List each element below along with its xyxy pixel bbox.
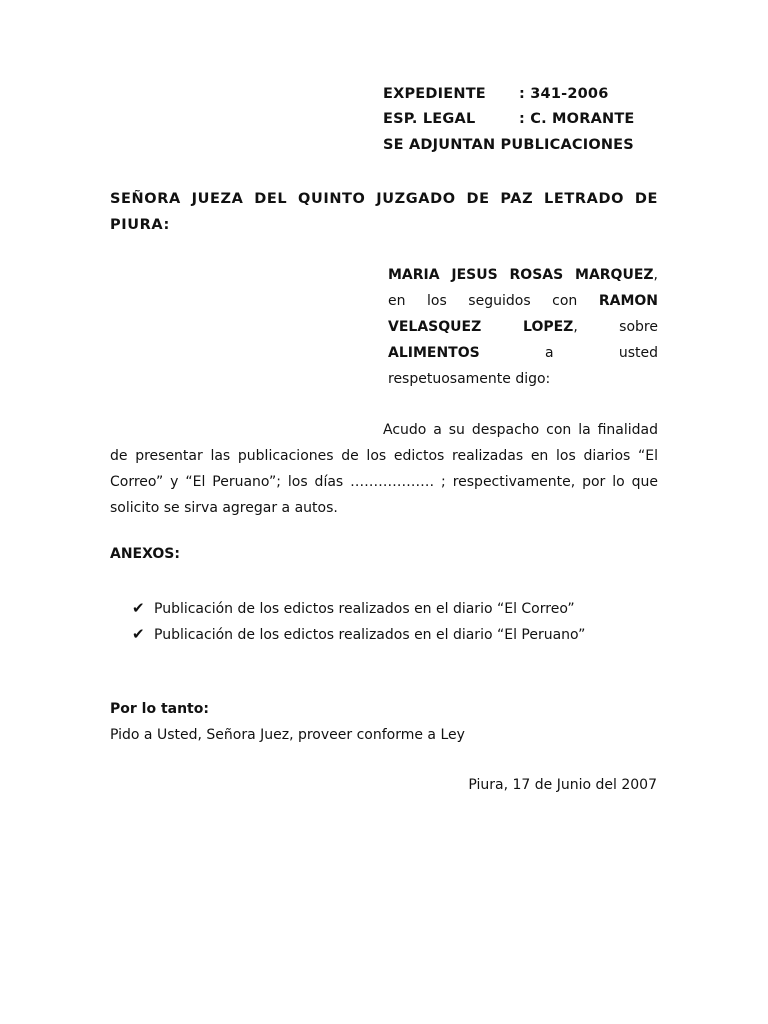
anexo-item-text: Publicación de los edictos realizados en el diario “El Correo” xyxy=(154,601,575,617)
opponent-name: RAMON VELASQUEZ LOPEZ xyxy=(388,293,658,335)
subject-line: SE ADJUNTAN PUBLICACIONES xyxy=(383,137,634,153)
esp-legal-label: ESP. LEGAL xyxy=(383,111,476,127)
expediente-value: : 341-2006 xyxy=(519,86,609,102)
main-paragraph xyxy=(110,417,658,521)
expediente-line xyxy=(383,86,609,102)
closing-title: Por lo tanto: xyxy=(110,701,209,717)
closing-text: Pido a Usted, Señora Juez, proveer conforme a Ley xyxy=(110,727,465,743)
addressee: SEÑORA JUEZA DEL QUINTO JUZGADO DE PAZ LETRADO DE PIURA: xyxy=(110,191,658,233)
date-line: Piura, 17 de Junio del 2007 xyxy=(468,777,657,793)
party-text-2: , sobre xyxy=(573,319,658,335)
party-name: MARIA JESUS ROSAS MARQUEZ xyxy=(388,267,654,283)
party-name-comma: , xyxy=(653,267,658,283)
party-paragraph xyxy=(388,262,658,392)
anexo-item-text: Publicación de los edictos realizados en el diario “El Peruano” xyxy=(154,627,586,643)
anexo-item xyxy=(132,625,585,643)
expediente-label: EXPEDIENTE xyxy=(383,86,486,102)
matter: ALIMENTOS xyxy=(388,345,480,361)
party-text-1: en los seguidos con xyxy=(388,293,599,309)
esp-legal-line xyxy=(383,111,635,127)
esp-legal-value: : C. MORANTE xyxy=(519,111,635,127)
checkmark-icon: ✔ xyxy=(132,625,145,643)
party-text-3: a usted respetuosamente digo: xyxy=(388,345,658,387)
anexos-title: ANEXOS: xyxy=(110,546,180,562)
anexo-item xyxy=(132,599,575,617)
main-paragraph-text: Acudo a su despacho con la finalidad de presentar las publicaciones de los edictos realizadas en los diarios “El Correo” y “El Peruano”; los días ……………… ; respectivamente, por lo que solicito se sirva agregar a autos. xyxy=(110,422,658,516)
checkmark-icon: ✔ xyxy=(132,599,145,617)
